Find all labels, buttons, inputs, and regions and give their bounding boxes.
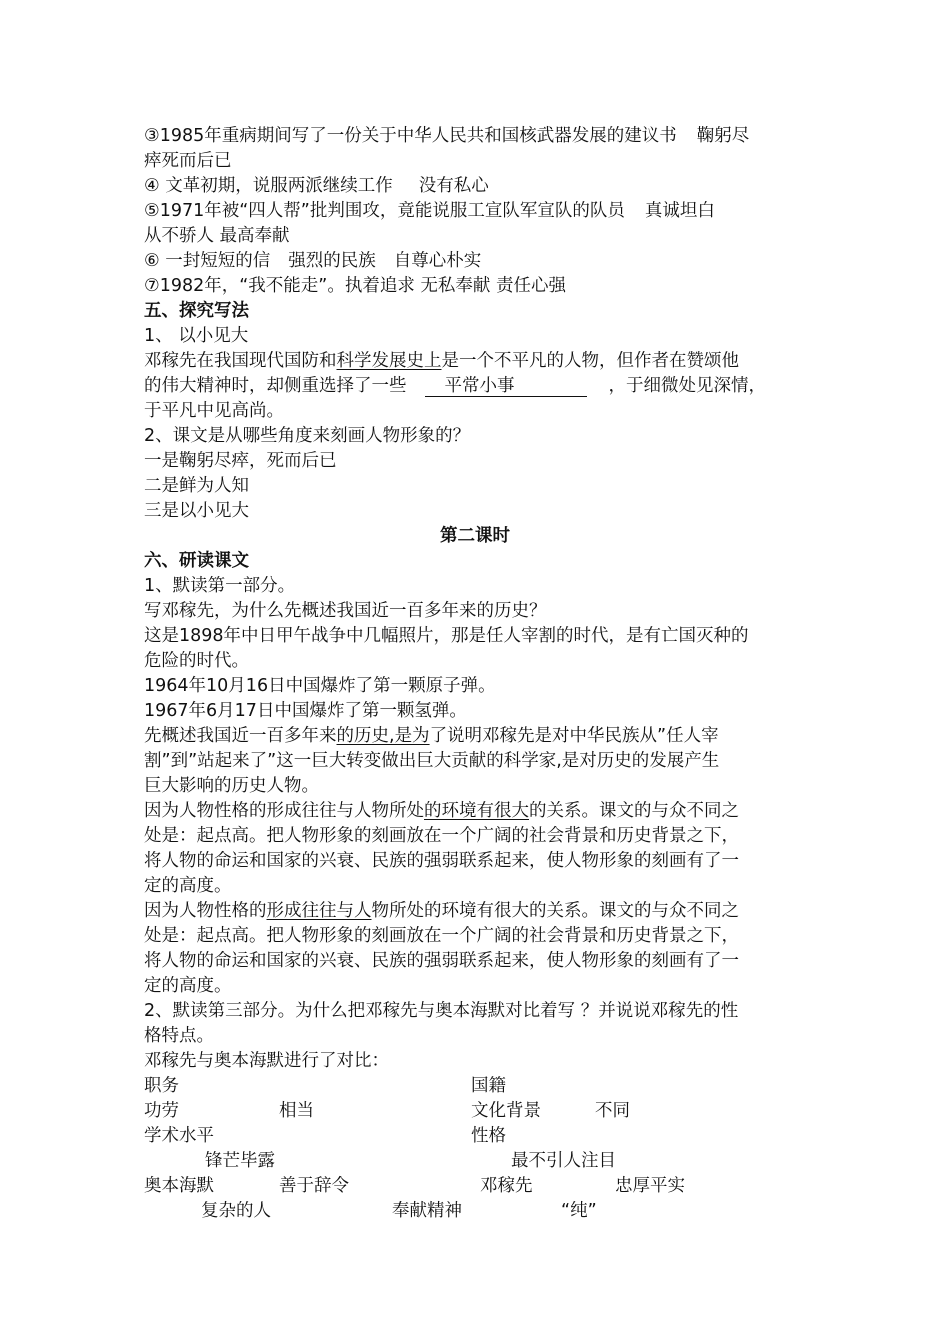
text: 了说明邓稼先是对中华民族从”任人宰 (429, 726, 719, 746)
underlined-text: 的历史,是为 (336, 726, 430, 746)
fill-blank (425, 376, 587, 397)
item-text: 强烈的民族 (288, 251, 376, 271)
list-item-7: ⑦1982年，“我不能走”。执着追求 无私奉献 责任心强 (144, 276, 566, 296)
paragraph-line (144, 374, 766, 399)
paragraph-line: 1967年6月17日中国爆炸了第一颗氢弹。 (144, 701, 467, 721)
item-text: ⑥ 一封短短的信 (144, 251, 271, 271)
list-item-5-cont: 从不骄人 最高奉献 (144, 226, 290, 246)
paragraph-line: 将人物的命运和国家的兴衰、民族的强弱联系起来，使人物形象的刻画有了一 (144, 851, 739, 871)
item-text: 真诚坦白 (644, 201, 715, 221)
paragraph-line: 处是：起点高。把人物形象的刻画放在一个广阔的社会背景和历史背景之下， (144, 826, 739, 846)
paragraph-line: 于平凡中见高尚。 (144, 401, 284, 421)
text: 先概述我国近一百多年来 (144, 726, 337, 746)
item-text: ③1985年重病期间写了一份关于中华人民共和国核武器发展的建议书 (144, 126, 677, 146)
list-item-5 (144, 199, 715, 224)
compare-value: 最不引人注目 (511, 1151, 616, 1171)
paragraph-line (144, 899, 739, 924)
section-6-heading: 六、研读课文 (144, 551, 249, 571)
underlined-text: 的环境有很大 (424, 801, 529, 821)
compare-value: 复杂的人 (201, 1201, 271, 1221)
item-text: ④ 文革初期，说服两派继续工作 (144, 176, 393, 196)
answer-line: 一是鞠躬尽瘁，死而后已 (144, 451, 337, 471)
section-5-q2: 2、课文是从哪些角度来刻画人物形象的？ (144, 426, 471, 446)
compare-value: 善于辞令 (279, 1176, 349, 1196)
item-text: ⑤1971年被“四人帮”批判围攻，竟能说服工宣队军宣队的队员 (144, 201, 625, 221)
text: 因为人物性格的 (144, 901, 267, 921)
section-6-q2-cont: 格特点。 (144, 1026, 214, 1046)
answer-line: 二是鲜为人知 (144, 476, 249, 496)
compare-value: 奉献精神 (392, 1201, 462, 1221)
compare-label: 性格 (471, 1126, 506, 1146)
compare-label: 学术水平 (144, 1126, 214, 1146)
compare-value: 相当 (279, 1101, 314, 1121)
text: 是一个不平凡的人物，但作者在赞颂他 (441, 351, 739, 371)
lesson-title: 第二课时 (440, 526, 510, 546)
item-text: 自尊心朴实 (393, 251, 482, 271)
text: 的伟大精神时，却侧重选择了一些 (144, 376, 407, 396)
compare-label: 职务 (144, 1076, 179, 1096)
paragraph-line: 1964年10月16日中国爆炸了第一颗原子弹。 (144, 676, 496, 696)
paragraph-line: 危险的时代。 (144, 651, 249, 671)
paragraph-line: 割”到”站起来了”这一巨大转变做出巨大贡献的科学家,是对历史的发展产生 (144, 751, 720, 771)
comparison-intro: 邓稼先与奥本海默进行了对比： (144, 1051, 389, 1071)
paragraph-line: 巨大影响的历史人物。 (144, 776, 319, 796)
paragraph-line (144, 349, 739, 374)
section-6-q1: 1、默读第一部分。 (144, 576, 296, 596)
blank-answer: 平常小事 (444, 376, 515, 396)
text: 因为人物性格的形成往往与人物所处 (144, 801, 424, 821)
text: 的关系。课文的与众不同之 (529, 801, 739, 821)
compare-value: 忠厚平实 (615, 1176, 685, 1196)
compare-value: 不同 (595, 1101, 630, 1121)
compare-label: 功劳 (144, 1101, 179, 1121)
paragraph-line (144, 799, 739, 824)
underlined-text: 科学发展史上 (336, 351, 442, 371)
list-item-3-cont: 瘁死而后已 (144, 151, 232, 171)
compare-person: 邓稼先 (480, 1176, 533, 1196)
text: 物所处的环境有很大的关系。课文的与众不同之 (371, 901, 739, 921)
list-item-4 (144, 174, 489, 199)
compare-value: “纯” (561, 1201, 597, 1221)
paragraph-line: 这是1898年中日甲午战争中几幅照片，那是任人宰割的时代，是有亡国灭种的 (144, 626, 749, 646)
paragraph-line: 定的高度。 (144, 876, 232, 896)
item-text: 没有私心 (418, 176, 489, 196)
list-item-6 (144, 249, 481, 274)
compare-label: 文化背景 (471, 1101, 541, 1121)
compare-value: 锋芒毕露 (205, 1151, 275, 1171)
section-5-q1: 1、 以小见大 (144, 326, 249, 346)
compare-person: 奥本海默 (144, 1176, 214, 1196)
list-item-3 (144, 124, 749, 149)
section-6-q2: 2、默读第三部分。为什么把邓稼先与奥本海默对比着写 ？并说说邓稼先的性 (144, 1001, 739, 1021)
answer-line: 三是以小见大 (144, 501, 249, 521)
text: ，于细微处见深情， (608, 376, 766, 396)
paragraph-line: 定的高度。 (144, 976, 232, 996)
compare-label: 国籍 (471, 1076, 506, 1096)
item-text: 鞠躬尽 (696, 126, 750, 146)
paragraph-line (144, 724, 719, 749)
paragraph-line: 处是：起点高。把人物形象的刻画放在一个广阔的社会背景和历史背景之下， (144, 926, 739, 946)
underlined-text: 形成往往与人 (266, 901, 372, 921)
question-line: 写邓稼先，为什么先概述我国近一百多年来的历史？ (144, 601, 547, 621)
section-5-heading: 五、探究写法 (144, 301, 249, 321)
text: 邓稼先在我国现代国防和 (144, 351, 337, 371)
paragraph-line: 将人物的命运和国家的兴衰、民族的强弱联系起来，使人物形象的刻画有了一 (144, 951, 739, 971)
